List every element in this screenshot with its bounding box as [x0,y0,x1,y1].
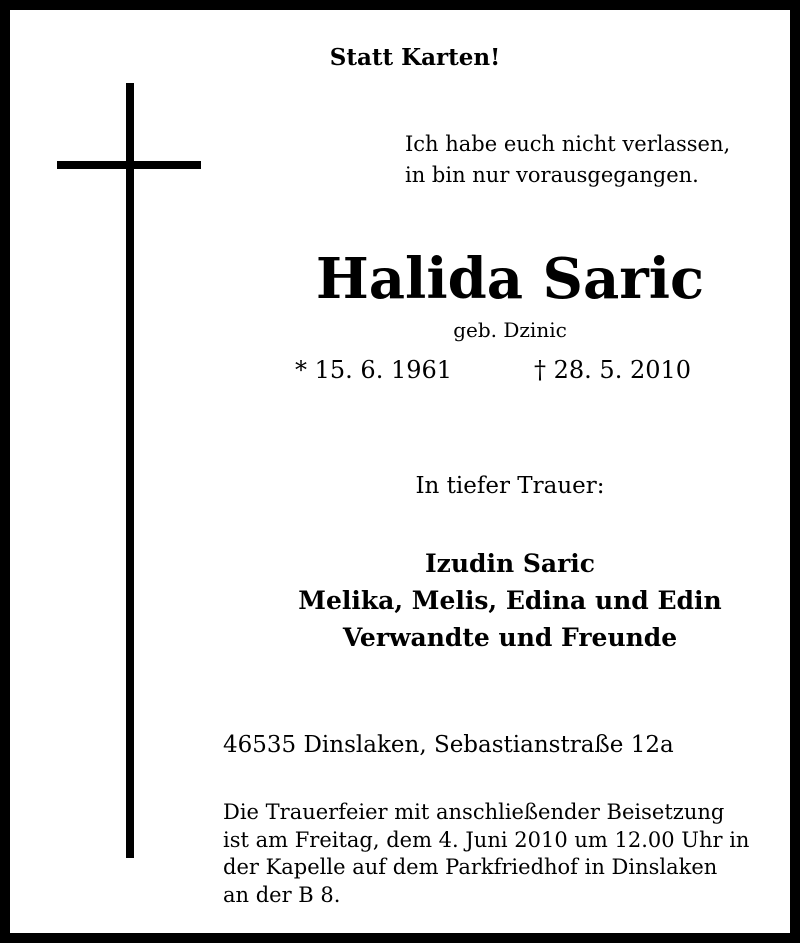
ceremony-line: Die Trauerfeier mit anschließender Beisetzung [223,800,725,824]
cross-vertical-bar [126,83,134,858]
notice-header: Statt Karten! [329,44,501,71]
quote [405,129,785,191]
mourner-line: Melika, Melis, Edina und Edin [298,586,722,615]
quote-line: in bin nur vorausgegangen. [405,163,699,187]
ceremony-details [223,799,793,909]
family-address: 46535 Dinslaken, Sebastianstraße 12a [223,732,674,758]
mourner-line: Verwandte und Freunde [342,623,678,652]
quote-line: Ich habe euch nicht verlassen, [405,132,731,156]
birth-date: * 15. 6. 1961 [295,356,453,384]
mourners-list [230,545,790,656]
maiden-name: geb. Dzinic [453,318,567,342]
mourner-line: Izudin Saric [424,549,596,578]
mourning-line: In tiefer Trauer: [415,473,605,499]
death-date: † 28. 5. 2010 [534,356,692,384]
ceremony-line: ist am Freitag, dem 4. Juni 2010 um 12.00 Uhr in [223,827,750,852]
cross-horizontal-bar [57,161,201,169]
deceased-name: Halida Saric [315,246,705,312]
ceremony-line: an der B 8. [223,882,341,907]
ceremony-line: der Kapelle auf dem Parkfriedhof in Dinslaken [223,855,718,879]
